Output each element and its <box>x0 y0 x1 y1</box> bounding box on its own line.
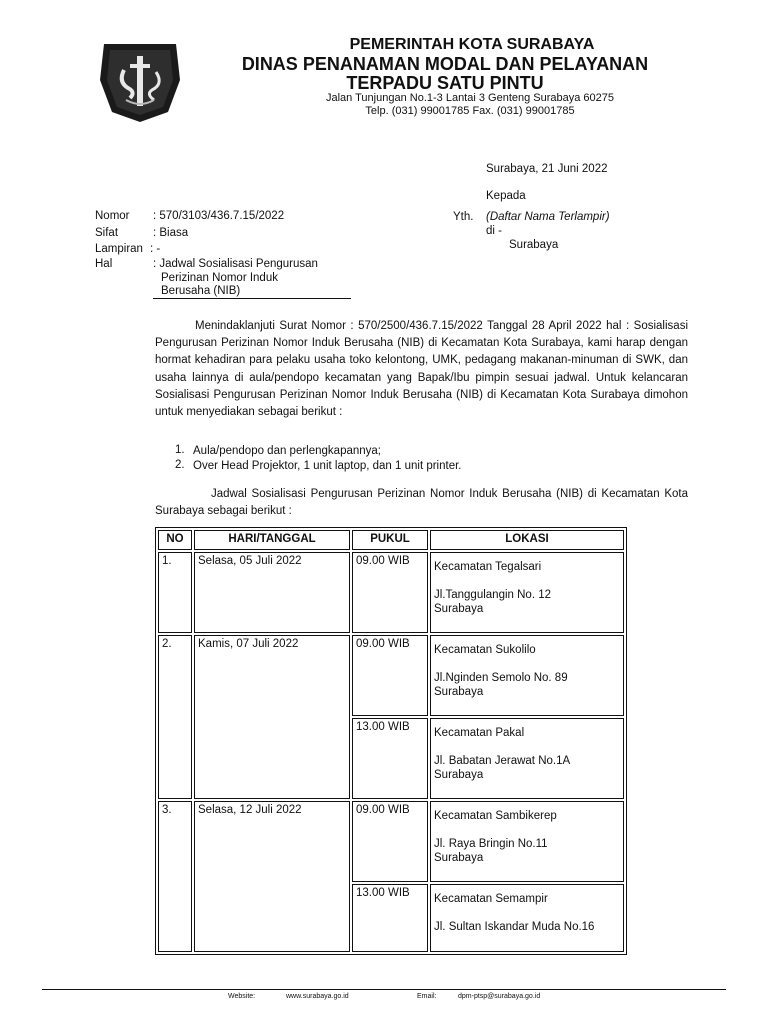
table-row <box>158 801 624 882</box>
hal-line2: Perizinan Nomor Induk <box>161 272 278 284</box>
list-item-2-text: Over Head Projektor, 1 unit laptop, dan 1 unit printer. <box>193 460 462 472</box>
cell-time: 13.00 WIB <box>352 884 428 952</box>
location-address: Jl. Sultan Iskandar Muda No.16 <box>434 921 595 933</box>
location-name: Kecamatan Sambikerep <box>434 810 557 822</box>
recipient-kepada: Kepada <box>486 190 526 202</box>
location-city: Surabaya <box>434 769 484 781</box>
table-row <box>158 635 624 716</box>
sifat-value: : Biasa <box>153 227 189 239</box>
location-address: Jl.Nginden Semolo No. 89 <box>434 672 568 684</box>
location-address: Jl. Raya Bringin No.11 <box>434 838 548 850</box>
recipient-city: Surabaya <box>509 239 559 251</box>
cell-no: 3. <box>158 801 192 952</box>
cell-date: Kamis, 07 Juli 2022 <box>194 635 350 799</box>
location-address: Jl.Tanggulangin No. 12 <box>434 589 551 601</box>
cell-time: 09.00 WIB <box>352 635 428 716</box>
cell-time: 09.00 WIB <box>352 552 428 633</box>
table-row <box>158 552 624 633</box>
location-city: Surabaya <box>434 686 484 698</box>
date-line: Surabaya, 21 Juni 2022 <box>486 163 608 175</box>
location-name: Kecamatan Pakal <box>434 727 525 739</box>
recipient-name: (Daftar Nama Terlampir) <box>486 211 610 223</box>
footer-email-label: Email: <box>417 993 437 1000</box>
cell-location <box>430 718 624 799</box>
header-time: PUKUL <box>352 530 428 550</box>
cell-location <box>430 552 624 633</box>
hal-line3: Berusaha (NIB) <box>161 285 241 297</box>
footer-rule <box>42 989 726 990</box>
cell-date: Selasa, 12 Juli 2022 <box>194 801 350 952</box>
cell-date: Selasa, 05 Juli 2022 <box>194 552 350 633</box>
location-address: Jl. Babatan Jerawat No.1A <box>434 755 571 767</box>
sifat-label: Sifat <box>95 227 119 239</box>
letterhead-line1: PEMERINTAH KOTA SURABAYA <box>349 36 595 53</box>
subject-underline <box>153 298 351 299</box>
list-item-1-text: Aula/pendopo dan perlengkapannya; <box>193 445 381 457</box>
header-location: LOKASI <box>430 530 624 550</box>
recipient-di: di - <box>486 225 502 237</box>
letterhead-line2: DINAS PENANAMAN MODAL DAN PELAYANAN <box>241 54 649 74</box>
hal-line1: : Jadwal Sosialisasi Pengurusan <box>153 258 318 270</box>
schedule-table <box>155 527 627 955</box>
letterhead-phone: Telp. (031) 99001785 Fax. (031) 99001785 <box>365 105 575 117</box>
footer-website[interactable]: www.surabaya.go.id <box>286 993 349 1000</box>
cell-no: 2. <box>158 635 192 799</box>
lampiran-value: : - <box>150 243 161 255</box>
footer-email[interactable]: dpm-ptsp@surabaya.go.id <box>458 993 541 1000</box>
list-item-2-number: 2. <box>175 459 185 471</box>
surabaya-crest-logo <box>96 40 184 124</box>
letterhead-address: Jalan Tunjungan No.1-3 Lantai 3 Genteng Surabaya 60275 <box>325 92 615 104</box>
lampiran-label: Lampiran <box>95 243 143 255</box>
footer-website-label: Website: <box>228 993 256 1000</box>
cell-time: 09.00 WIB <box>352 801 428 882</box>
location-name: Kecamatan Semampir <box>434 893 548 905</box>
nomor-label: Nomor <box>95 210 130 222</box>
list-item-1-number: 1. <box>175 444 185 456</box>
cell-location <box>430 884 624 952</box>
nomor-value: : 570/3103/436.7.15/2022 <box>153 210 285 222</box>
location-city: Surabaya <box>434 852 484 864</box>
body-paragraph-2: Jadwal Sosialisasi Pengurusan Perizinan Nomor Induk Berusaha (NIB) di Kecamatan Kota Surabaya sebagai berikut : <box>155 488 688 518</box>
location-name: Kecamatan Sukolilo <box>434 644 536 656</box>
cell-location <box>430 635 624 716</box>
recipient-yth: Yth. <box>453 211 474 223</box>
header-date: HARI/TANGGAL <box>194 530 350 550</box>
cell-location <box>430 801 624 882</box>
location-city: Surabaya <box>434 603 484 615</box>
header-no: NO <box>158 530 192 550</box>
table-header-row <box>158 530 624 550</box>
letterhead-line3: TERPADU SATU PINTU <box>346 73 544 93</box>
hal-label: Hal <box>95 258 113 270</box>
cell-no: 1. <box>158 552 192 633</box>
cell-time: 13.00 WIB <box>352 718 428 799</box>
body-paragraph-1: Menindaklanjuti Surat Nomor : 570/2500/436.7.15/2022 Tanggal 28 April 2022 hal : Sosialisasi Pengurusan Perizinan Nomor Induk Berusaha (NIB) di Kecamatan Kota Surabaya, kami harap dengan hormat kehadiran para pelaku usaha toko kelontong, UMK, pedagang makanan-minuman di SWK, dan usaha lainnya di aula/pendopo kecamatan yang Bapak/Ibu pimpin sesuai jadwal. Untuk kelancaran Sosialisasi Pengurusan Perizinan Nomor Induk Berusaha (NIB) di Kecamatan Kota Surabaya dimohon untuk menyediakan sebagai berikut : <box>155 320 688 419</box>
location-name: Kecamatan Tegalsari <box>434 561 542 573</box>
